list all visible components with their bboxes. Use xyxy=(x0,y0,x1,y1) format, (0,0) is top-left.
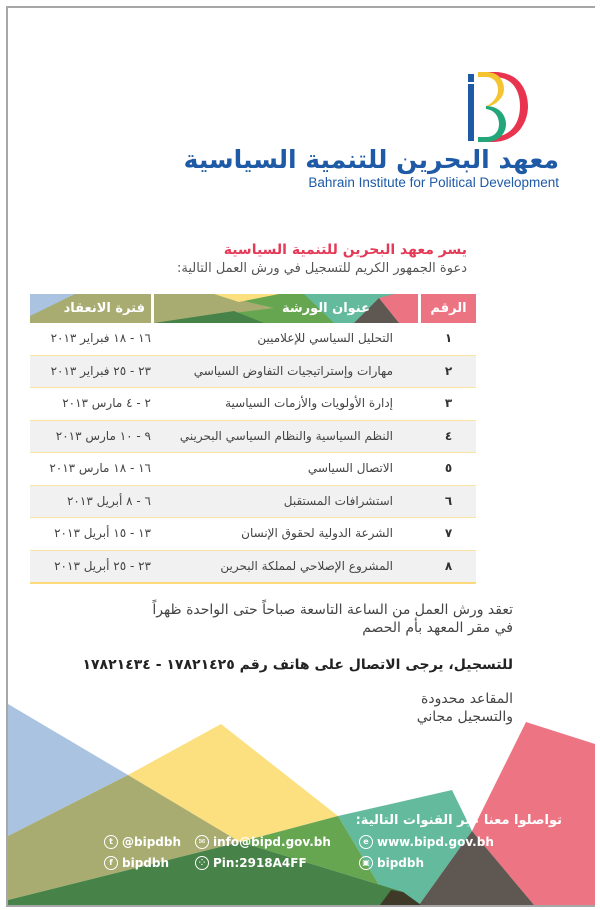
row-number: ٤ xyxy=(444,428,453,443)
instagram-icon: ▣ xyxy=(359,856,373,870)
row-period: ٢٣ - ٢٥ أبريل ٢٠١٣ xyxy=(54,558,151,573)
registration-phone: للتسجيل، يرجى الاتصال على هاتف رقم ١٧٨٢١٤٢٥ - ١٧٨٢١٤٣٤ xyxy=(82,657,513,673)
facebook-icon: f xyxy=(104,856,118,870)
row-number: ٧ xyxy=(444,526,453,540)
table-row xyxy=(30,388,476,421)
channel-label: Pin:2918A4FF xyxy=(213,856,307,870)
channel-twitter[interactable] xyxy=(104,835,181,849)
table-row xyxy=(30,486,476,519)
table-row xyxy=(30,356,476,389)
table-row xyxy=(30,518,476,551)
logo-english-name: Bahrain Institute for Political Development xyxy=(308,175,559,190)
table-row xyxy=(30,323,476,356)
email-icon: ✉ xyxy=(195,835,209,849)
blackberry-icon: ⁘ xyxy=(195,856,209,870)
row-title: الشرعة الدولية لحقوق الإنسان xyxy=(241,526,393,540)
registration-free: والتسجيل مجاني xyxy=(416,709,513,725)
channel-label: www.bipd.gov.bh xyxy=(377,835,494,849)
row-title: النظم السياسية والنظام السياسي البحريني xyxy=(179,428,393,443)
channel-label: bipdbh xyxy=(122,856,170,870)
channel-website[interactable] xyxy=(359,835,494,849)
channel-instagram[interactable] xyxy=(359,856,424,870)
row-number: ٢ xyxy=(444,363,453,378)
row-number: ٥ xyxy=(444,461,453,475)
seats-limited: المقاعد محدودة xyxy=(421,691,513,707)
header-title xyxy=(154,294,418,323)
seats-info xyxy=(417,690,513,726)
row-period: ٢ - ٤ مارس ٢٠١٣ xyxy=(62,396,151,410)
logo-arabic-name: معهد البحرين للتنمية السياسية xyxy=(183,145,559,174)
row-title: المشروع الإصلاحي لمملكة البحرين xyxy=(220,558,393,573)
info-location-line: في مقر المعهد بأم الحصم xyxy=(362,620,513,636)
intro-title: يسر معهد البحرين للتنمية السياسية xyxy=(223,242,467,258)
row-number: ١ xyxy=(444,331,453,345)
web-icon: e xyxy=(359,835,373,849)
row-title: إدارة الأولويات والأزمات السياسية xyxy=(225,396,393,410)
table-row xyxy=(30,453,476,486)
channel-label: @bipdbh xyxy=(122,835,182,849)
channel-label: info@bipd.gov.bh xyxy=(213,835,331,849)
channels-title: تواصلوا معنا عبر القنوات التالية: xyxy=(355,813,562,828)
table-row xyxy=(30,551,476,585)
info-time-line: تعقد ورش العمل من الساعة التاسعة صباحاً حتى الواحدة ظهراً xyxy=(152,602,513,618)
header-title-label: عنوان الورشة xyxy=(281,301,370,316)
row-title: الاتصال السياسي xyxy=(307,461,393,475)
row-title: استشرافات المستقبل xyxy=(283,493,393,508)
row-period: ١٦ - ١٨ فبراير ٢٠١٣ xyxy=(50,331,151,345)
header-period-label: فترة الانعقاد xyxy=(63,301,145,316)
channel-blackberry[interactable] xyxy=(195,856,307,870)
twitter-icon: t xyxy=(104,835,118,849)
row-period: ١٦ - ١٨ مارس ٢٠١٣ xyxy=(49,461,151,475)
table-header xyxy=(30,294,476,323)
row-title: مهارات وإستراتيجيات التفاوض السياسي xyxy=(193,363,393,378)
workshop-time-info xyxy=(152,601,513,637)
row-period: ١٣ - ١٥ أبريل ٢٠١٣ xyxy=(54,526,151,540)
row-number: ٦ xyxy=(444,493,453,508)
header-number: الرقم xyxy=(421,294,476,323)
channel-email[interactable] xyxy=(195,835,331,849)
poster-frame xyxy=(6,6,595,907)
row-number: ٣ xyxy=(444,396,453,410)
row-period: ٩ - ١٠ مارس ٢٠١٣ xyxy=(55,428,151,443)
intro-subtitle: دعوة الجمهور الكريم للتسجيل في ورش العمل التالية: xyxy=(177,261,467,276)
table-row xyxy=(30,421,476,454)
channel-facebook[interactable] xyxy=(104,856,169,870)
row-period: ٢٣ - ٢٥ فبراير ٢٠١٣ xyxy=(50,363,151,378)
workshops-table xyxy=(30,294,476,584)
row-title: التحليل السياسي للإعلاميين xyxy=(257,331,393,345)
bipd-logo-icon xyxy=(456,64,536,144)
table-body xyxy=(30,323,476,584)
row-number: ٨ xyxy=(444,558,453,573)
channel-label: bipdbh xyxy=(377,856,425,870)
header-period xyxy=(30,294,151,323)
row-period: ٦ - ٨ أبريل ٢٠١٣ xyxy=(66,493,151,508)
